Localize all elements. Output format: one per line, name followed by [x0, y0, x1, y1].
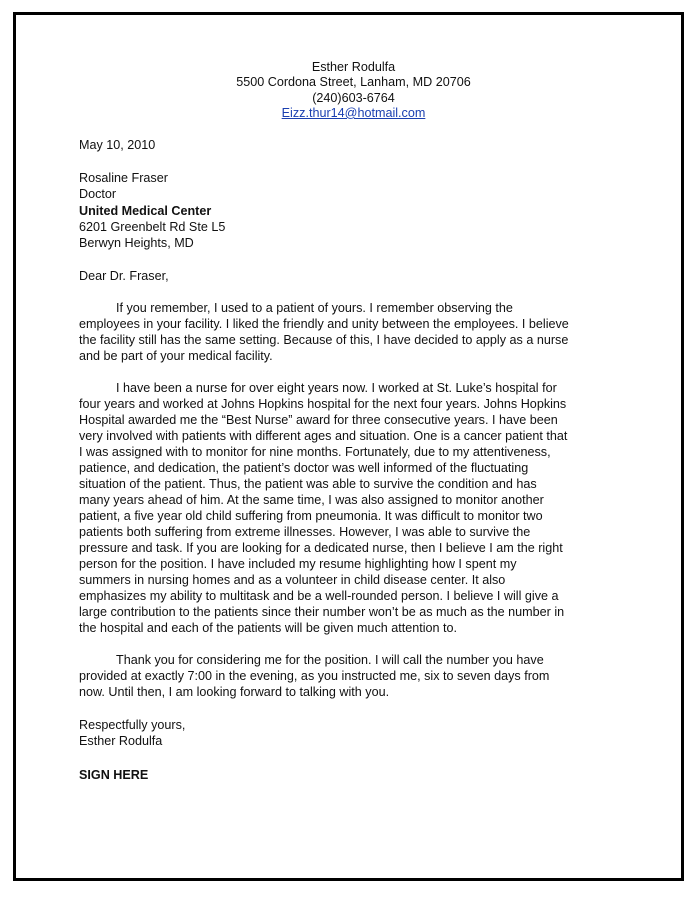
- sender-email-link[interactable]: Eizz.thur14@hotmail.com: [281, 105, 426, 120]
- recipient-title: Doctor: [79, 187, 117, 202]
- sender-header: [88, 60, 619, 121]
- body-paragraph-3: [79, 652, 619, 700]
- recipient-block: [79, 170, 619, 251]
- salutation: Dear Dr. Fraser,: [79, 269, 169, 284]
- paragraph-line: patience, and dedication, the patient’s doctor was well informed of the fluctuating: [79, 461, 529, 476]
- paragraph-line: I was assigned with to monitor for nine months. Fortunately, due to my attentiveness,: [79, 445, 551, 460]
- paragraph-line: provided at exactly 7:00 in the evening, as you instructed me, six to seven days from: [79, 669, 550, 684]
- recipient-street: 6201 Greenbelt Rd Ste L5: [79, 219, 226, 234]
- body-paragraph-1: [79, 300, 619, 364]
- paragraph-line: very involved with patients with different ages and situation. One is a cancer patient that: [79, 429, 568, 444]
- recipient-city: Berwyn Heights, MD: [79, 236, 194, 250]
- paragraph-line: many years ahead of him. At the same time, I was also assigned to monitor another: [79, 493, 544, 508]
- recipient-name: Rosaline Fraser: [79, 171, 168, 186]
- paragraph-line: now. Until then, I am looking forward to talking with you.: [79, 685, 390, 700]
- closing-block: [79, 717, 619, 749]
- paragraph-line: situation of the patient. Thus, the patient was able to survive the condition and has: [79, 477, 537, 492]
- paragraph-line: four years and worked at Johns Hopkins hospital for the next four years. Johns Hopkins: [79, 397, 567, 412]
- letter-date: May 10, 2010: [79, 138, 156, 153]
- paragraph-line: If you remember, I used to a patient of yours. I remember observing the: [116, 301, 513, 316]
- paragraph-line: the facility still has the same setting. Because of this, I have decided to apply as a nurse: [79, 333, 569, 348]
- paragraph-line: I have been a nurse for over eight years now. I worked at St. Luke’s hospital for: [116, 381, 557, 396]
- cover-letter: [79, 60, 619, 783]
- paragraph-line: pressure and task. If you are looking for a dedicated nurse, then I believe I am the right: [79, 541, 563, 556]
- sender-phone: (240)603-6764: [312, 90, 395, 105]
- paragraph-line: emphasizes my ability to multitask and be a well-rounded person. I believe I will give a: [79, 589, 559, 604]
- closing-phrase: Respectfully yours,: [79, 718, 186, 733]
- paragraph-line: patients both suffering from extreme illnesses. However, I was able to survive the: [79, 525, 531, 540]
- paragraph-line: employees in your facility. I liked the friendly and unity between the employees. I believe: [79, 317, 569, 332]
- paragraph-line: patient, a five year old child suffering from pneumonia. It was difficult to monitor two: [79, 509, 543, 524]
- sender-name: Esther Rodulfa: [311, 60, 396, 74]
- paragraph-line: summers in nursing homes and as a volunteer in child disease center. It also: [79, 573, 506, 588]
- paragraph-line: and be part of your medical facility.: [79, 349, 273, 364]
- paragraph-line: the hospital and each of the patients will be given much attention to.: [79, 621, 458, 636]
- sign-here-label: SIGN HERE: [79, 767, 149, 782]
- paragraph-line: Thank you for considering me for the position. I will call the number you have: [116, 653, 544, 668]
- paragraph-line: person for the position. I have included my resume highlighting how I spent my: [79, 557, 517, 572]
- sender-address: 5500 Cordona Street, Lanham, MD 20706: [236, 75, 471, 90]
- body-paragraph-2: [79, 380, 619, 636]
- recipient-organization: United Medical Center: [79, 203, 212, 218]
- signature-name: Esther Rodulfa: [79, 734, 163, 749]
- paragraph-line: Hospital awarded me the “Best Nurse” award for three consecutive years. I have been: [79, 413, 558, 428]
- paragraph-line: large contribution to the patients since their number won’t be as much as the number in: [79, 605, 565, 620]
